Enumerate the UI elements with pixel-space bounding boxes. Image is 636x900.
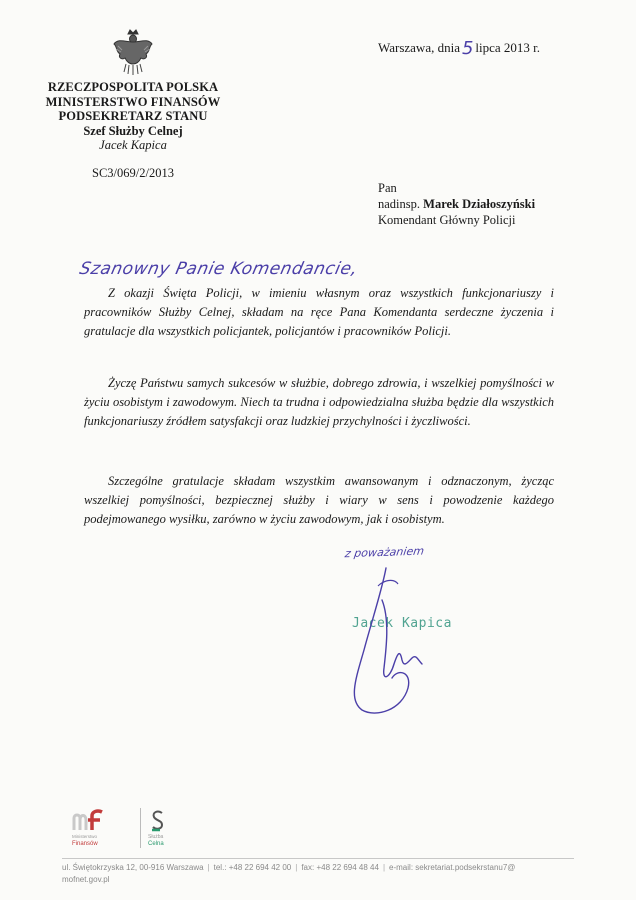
sender-person: Jacek Kapica (99, 138, 167, 152)
sender-block (20, 80, 246, 153)
customs-logo (148, 808, 188, 847)
recipient-rank: nadinsp. (378, 197, 421, 211)
footer-logos (72, 808, 272, 853)
footer-email: e-mail: sekretariat.podsekrstanu7@ (389, 863, 516, 872)
footer-web: mofnet.gov.pl (62, 875, 110, 884)
salutation-text: Szanowny Panie Komendancie, (77, 259, 360, 279)
date-suffix: lipca 2013 r. (475, 40, 541, 55)
recipient-name-line (378, 196, 535, 212)
recipient-salutation-line: Pan (378, 181, 397, 195)
sender-country: RZECZPOSPOLITA POLSKA (47, 80, 219, 94)
eagle-emblem-icon (112, 28, 154, 78)
customs-logo-line1: Służba (148, 834, 164, 840)
paragraph-1-text: Z okazji Święta Policji, w imieniu własnym oraz wszystkich funkcjonariuszy i pracowników Służby Celnej, składam na ręce Pana Komendanta serdeczne życzenia i gratulacje dla wszystkich policjantek, policjantów i pracowników Policji. (84, 286, 554, 338)
customs-logo-line2: Celna (148, 841, 164, 847)
sender-office: PODSEKRETARZ STANU (58, 109, 208, 123)
date-prefix: Warszawa, dnia (378, 40, 460, 55)
paragraph-2 (84, 374, 554, 431)
closing-text: z poważaniem (344, 544, 425, 561)
recipient-position: Komendant Główny Policji (378, 213, 516, 227)
footer-fax: fax: +48 22 694 48 44 (301, 863, 379, 872)
ministry-logo (72, 808, 132, 847)
recipient-block (378, 180, 535, 228)
footer-divider (62, 858, 574, 859)
ministry-logo-line1: Ministerstwo (72, 834, 98, 839)
footer-contact: ul. Świętokrzyska 12, 00-916 Warszawa | tel.: +48 22 694 42 00 | fax: +48 22 694 48 44 | e-mail: sekretariat.podsekrstanu7@ mofnet.gov.pl (62, 863, 516, 884)
ministry-logo-icon (72, 808, 108, 832)
ministry-logo-line2: Finansów (72, 841, 98, 847)
logo-divider (140, 808, 141, 848)
sender-role: Szef Służby Celnej (83, 123, 183, 138)
handwritten-salutation (77, 240, 360, 290)
paragraph-1 (84, 284, 554, 341)
signature (342, 560, 442, 720)
date-day: 5 (461, 38, 474, 59)
footer-address: ul. Świętokrzyska 12, 00-916 Warszawa (62, 863, 204, 872)
paragraph-3-text: Szczególne gratulacje składam wszystkim awansowanym i odznaczonym, życząc wszelkiej pomyślności, bezpiecznej służby i wiary w sens i powodzenie każdego podejmowanego wysiłku, zarówno w życiu zawodowym, jak i osobistym. (84, 474, 554, 526)
paragraph-2-text: Życzę Państwu samych sukcesów w służbie, dobrego zdrowia, i wszelkiej pomyślności w życiu osobistym i zawodowym. Niech ta trudna i odpowiedzialna służba będzie dla wszystkich funkcjonariuszy źródłem satysfakcji oraz ludzkiej przychylności i życzliwości. (84, 376, 554, 428)
customs-logo-icon (148, 808, 168, 832)
recipient-name: Marek Działoszyński (423, 197, 536, 211)
sender-ministry: MINISTERSTWO FINANSÓW (45, 94, 221, 109)
name-stamp: Jacek Kapica (352, 616, 452, 631)
paragraph-3 (84, 472, 554, 529)
letter-date (378, 36, 540, 57)
reference-number: SC3/069/2/2013 (92, 166, 174, 180)
footer-phone: tel.: +48 22 694 42 00 (213, 863, 292, 872)
